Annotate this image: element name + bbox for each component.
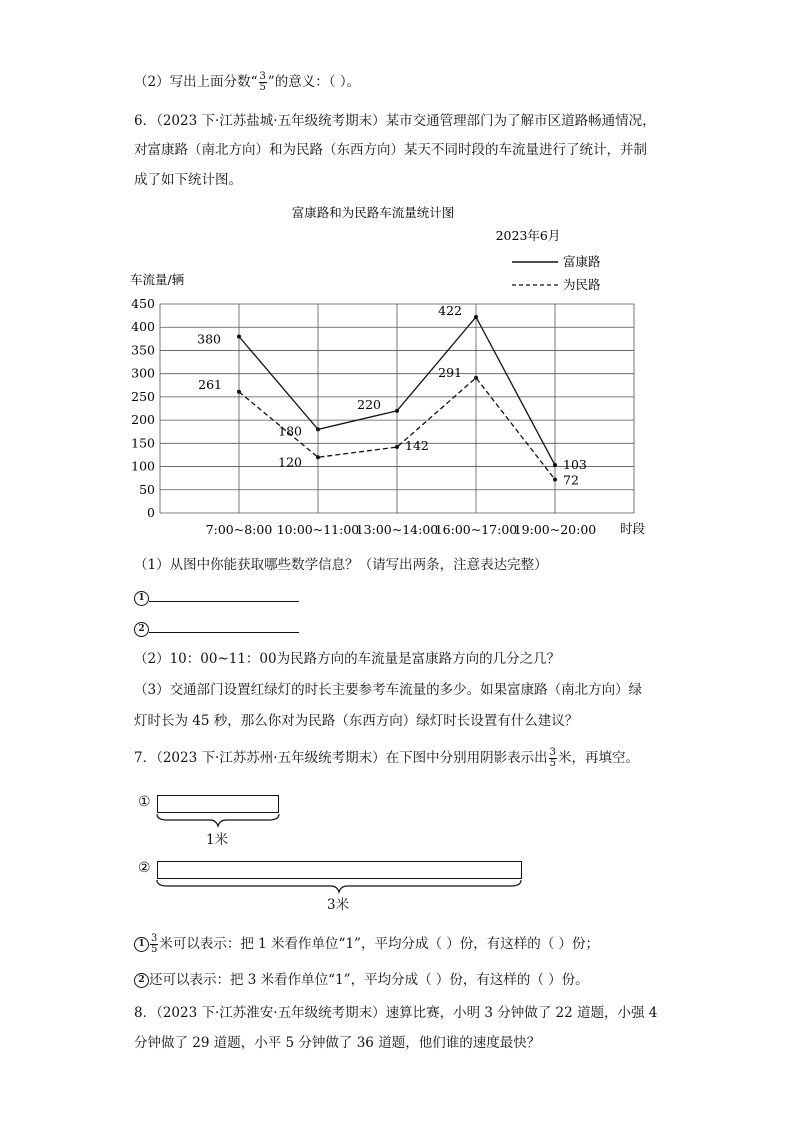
box2-marker: ② — [138, 860, 151, 876]
x-axis-label: 时段 — [620, 521, 646, 536]
y-tick-label: 400 — [131, 319, 155, 335]
y-tick-label: 300 — [131, 365, 155, 381]
data-point — [553, 463, 557, 467]
data-point — [316, 455, 320, 459]
data-label: 261 — [198, 376, 222, 392]
data-point — [395, 409, 399, 413]
data-label: 120 — [278, 454, 302, 470]
chart-subtitle: 2023年6月 — [495, 228, 561, 243]
label-3m: 3米 — [327, 897, 350, 913]
y-tick-label: 0 — [147, 505, 155, 520]
data-point — [553, 478, 557, 482]
q6-line1: 6．（2023 下·江苏盐城·五年级统考期末）某市交通管理部门为了解市区道路畅通情况， — [134, 113, 656, 129]
chart-title: 富康路和为民路车流量统计图 — [291, 205, 455, 220]
x-tick-label: 19:00~20:00 — [513, 522, 597, 537]
q7-fill1: 1 $\frac{3}{5}$ 米可以表示：把 1 米看作单位“1”，平均分成（ ）份，有这样的（ ）份； — [134, 934, 599, 955]
x-tick-label: 10:00~11:00 — [276, 522, 360, 537]
y-tick-label: 450 — [131, 296, 155, 311]
data-label: 422 — [438, 303, 462, 319]
data-point — [237, 390, 241, 394]
data-label: 142 — [405, 438, 429, 454]
data-label: 291 — [438, 364, 462, 380]
q6-line3: 成了如下统计图。 — [134, 172, 242, 188]
answer-blank[interactable] — [149, 618, 299, 633]
y-tick-label: 350 — [131, 342, 155, 358]
q6-sub2: （2）10：00~11：00为民路方向的车流量是富康路方向的几分之几？ — [134, 651, 561, 667]
three-meter-bar[interactable] — [157, 861, 522, 879]
y-tick-label: 150 — [131, 435, 155, 451]
data-point — [237, 335, 241, 339]
y-tick-label: 200 — [131, 412, 155, 428]
circled-number-2: 2 — [134, 973, 149, 988]
data-label: 380 — [197, 331, 221, 347]
y-tick-label: 100 — [131, 458, 155, 474]
x-tick-label: 13:00~14:00 — [355, 522, 439, 537]
q6-sub3b: 灯时长为 45 秒，那么你对为民路（东西方向）绿灯时长设置有什么建议？ — [134, 713, 579, 729]
x-tick-label: 16:00~17:00 — [434, 522, 518, 537]
data-label: 72 — [563, 472, 579, 488]
answer-line-2[interactable] — [134, 618, 299, 639]
data-label: 220 — [357, 396, 381, 412]
data-label: 180 — [278, 423, 302, 439]
label-1m: 1米 — [206, 832, 229, 848]
q8-line1: 8．（2023 下·江苏淮安·五年级统考期末）速算比赛，小明 3 分钟做了 22 道题，小强 4 — [134, 1005, 658, 1021]
data-point — [474, 376, 478, 380]
fraction: $\frac{3}{5}$ — [259, 71, 266, 93]
box1-marker: ① — [138, 794, 151, 810]
q6-sub3a: （3）交通部门设置红绿灯的时长主要参考车流量的多少。如果富康路（南北方向）绿 — [134, 682, 643, 698]
y-axis-label: 车流量/辆 — [130, 272, 185, 287]
x-tick-label: 7:00~8:00 — [205, 522, 273, 537]
data-point — [395, 445, 399, 449]
answer-line-1[interactable] — [134, 587, 299, 608]
data-label: 103 — [563, 457, 587, 473]
y-tick-label: 50 — [139, 481, 155, 497]
legend-label-fukang: 富康路 — [563, 254, 601, 269]
data-point — [474, 315, 478, 319]
q8-line2: 分钟做了 29 道题，小平 5 分钟做了 36 道题，他们谁的速度最快？ — [134, 1035, 541, 1051]
fraction: $\frac{3}{5}$ — [151, 933, 158, 955]
one-meter-bar[interactable] — [157, 795, 279, 813]
data-point — [316, 427, 320, 431]
q6-sub1: （1）从图中你能获取哪些数学信息？（请写出两条，注意表达完整） — [134, 557, 548, 573]
q7-fill2: 2 还可以表示：把 3 米看作单位“1”，平均分成（ ）份，有这样的（ ）份。 — [134, 970, 589, 990]
brace-3m — [155, 878, 523, 894]
y-tick-label: 250 — [131, 388, 155, 404]
brace-1m — [155, 812, 281, 828]
legend-label-weimin: 为民路 — [563, 277, 601, 292]
traffic-line-chart — [118, 195, 678, 545]
fraction: $\frac{3}{5}$ — [549, 747, 556, 769]
answer-blank[interactable] — [149, 587, 299, 602]
q7-question: 7．（2023 下·江苏苏州·五年级统考期末）在下图中分别用阴影表示出 $\frac{3}{5}$ 米，再填空。 — [134, 747, 639, 769]
q6-line2: 对富康路（南北方向）和为民路（东西方向）某天不同时段的车流量进行了统计，并制 — [134, 142, 647, 158]
circled-number-1: 1 — [134, 937, 149, 952]
circled-number-2: 2 — [134, 622, 149, 637]
circled-number-1: 1 — [134, 591, 149, 606]
q5-part2: （2）写出上面分数“ $\frac{3}{5}$ ”的意义：（ ）。 — [134, 71, 361, 93]
